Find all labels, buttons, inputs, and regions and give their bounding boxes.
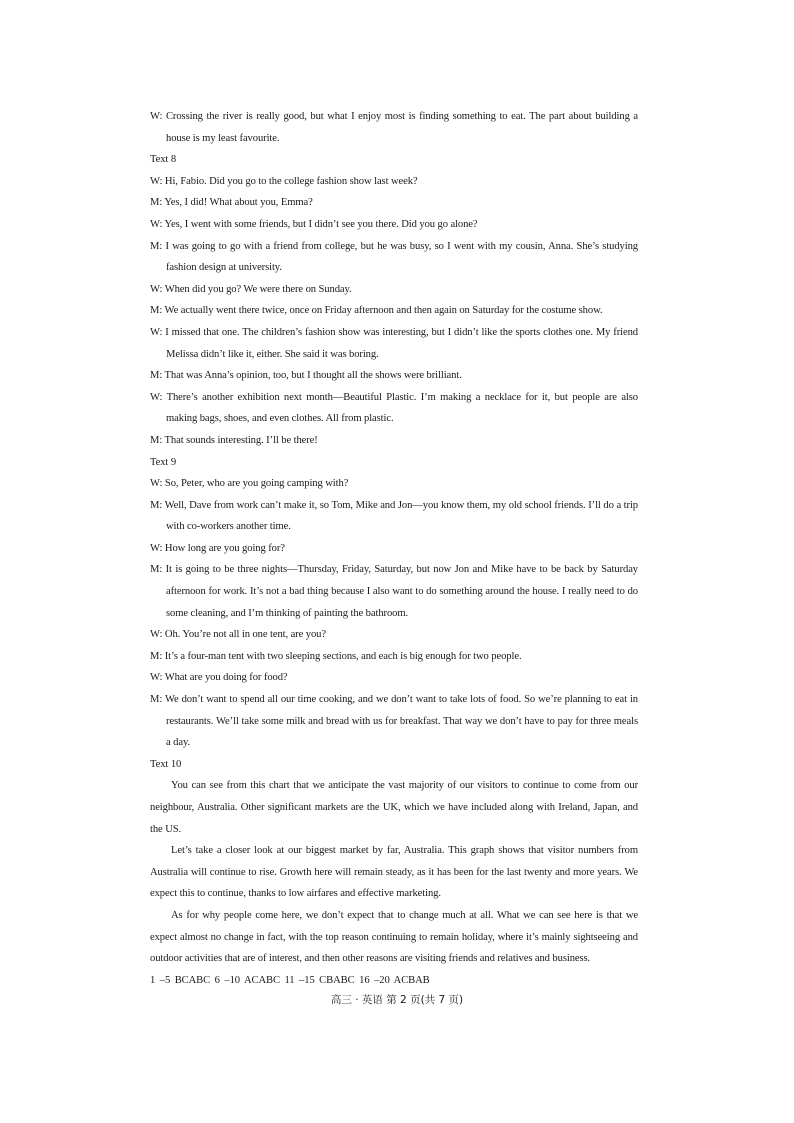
dialogue-line: W: There’s another exhibition next month—Beautiful Plastic. I’m making a necklace for it, but people are also making bags, shoes, and even clothes. All from plastic. [150, 391, 638, 425]
dialogue-line: M: We actually went there twice, once on Friday afternoon and then again on Saturday for the costume show. [150, 305, 603, 317]
dialogue-line: W: What are you doing for food? [150, 672, 288, 684]
dialogue-line: M: I was going to go with a friend from college, but he was busy, so I went with my cousin, Anna. She’s studying fashion design at university. [150, 240, 638, 274]
paragraph: As for why people come here, we don’t expect that to change much at all. What we can see here is that we expect almost no change in fact, with the top reason continuing to remain holiday, where it’s mainly sightseeing and outdoor activities that are of interest, and then other reasons are visiting friends and relatives and business. [150, 909, 638, 965]
dialogue-line: M: It is going to be three nights—Thursday, Friday, Saturday, but now Jon and Mike have to be back by Saturday afternoon for work. It’s not a bad thing because I also want to do something around the house. I really need to do some cleaning, and I’m thinking of painting the bathroom. [150, 564, 638, 619]
page-footer: 高三 · 英语 第 2 页(共 7 页) [330, 994, 464, 1006]
dialogue-line: W: Hi, Fabio. Did you go to the college fashion show last week? [150, 175, 418, 187]
dialogue-line: W: So, Peter, who are you going camping with? [150, 478, 349, 490]
dialogue-line: M: Yes, I did! What about you, Emma? [150, 197, 313, 209]
section-heading: Text 9 [150, 456, 177, 468]
paragraph: Let’s take a closer look at our biggest market by far, Australia. This graph shows that visitor numbers from Australia will continue to rise. Growth here will remain steady, as it has been for the last twenty and more years. We expect this to continue, thanks to low airfares and effective marketing. [150, 845, 638, 900]
dialogue-line: W: Crossing the river is really good, but what I enjoy most is finding something to eat. The part about building a house is my least favourite. [150, 111, 638, 144]
paragraph: You can see from this chart that we anticipate the vast majority of our visitors to continue to come from our neighbour, Australia. Other significant markets are the UK, which we have included along with Ireland, Japan, and the US. [150, 780, 638, 835]
section-heading: Text 8 [150, 154, 177, 166]
section-heading: Text 10 [150, 758, 182, 770]
dialogue-line: W: I missed that one. The children’s fashion show was interesting, but I didn’t like the sports clothes one. My friend Melissa didn’t like it, either. She said it was boring. [150, 326, 638, 360]
document-body [150, 106, 638, 991]
dialogue-line: M: We don’t want to spend all our time cooking, and we don’t want to take lots of food. So we’re planning to eat in restaurants. We’ll take some milk and bread with us for breakfast. That way we don’t have to pay for three meals a day. [150, 694, 638, 749]
dialogue-line: W: Oh. You’re not all in one tent, are you? [150, 629, 326, 641]
dialogue-line: M: Well, Dave from work can’t make it, so Tom, Mike and Jon—you know them, my old school friends. I’ll do a trip with co-workers another time. [150, 499, 638, 533]
dialogue-line: W: When did you go? We were there on Sunday. [150, 283, 352, 295]
dialogue-line: W: How long are you going for? [150, 542, 285, 554]
answer-key: 1 –5 BCABC 6 –10 ACABC 11 –15 CBABC 16 –20 ACBAB [150, 974, 430, 986]
dialogue-line: M: It’s a four-man tent with two sleeping sections, and each is big enough for two people. [150, 650, 522, 662]
dialogue-line: W: Yes, I went with some friends, but I didn’t see you there. Did you go alone? [150, 218, 478, 230]
dialogue-line: M: That sounds interesting. I’ll be there! [150, 434, 318, 446]
dialogue-line: M: That was Anna’s opinion, too, but I thought all the shows were brilliant. [150, 370, 462, 382]
